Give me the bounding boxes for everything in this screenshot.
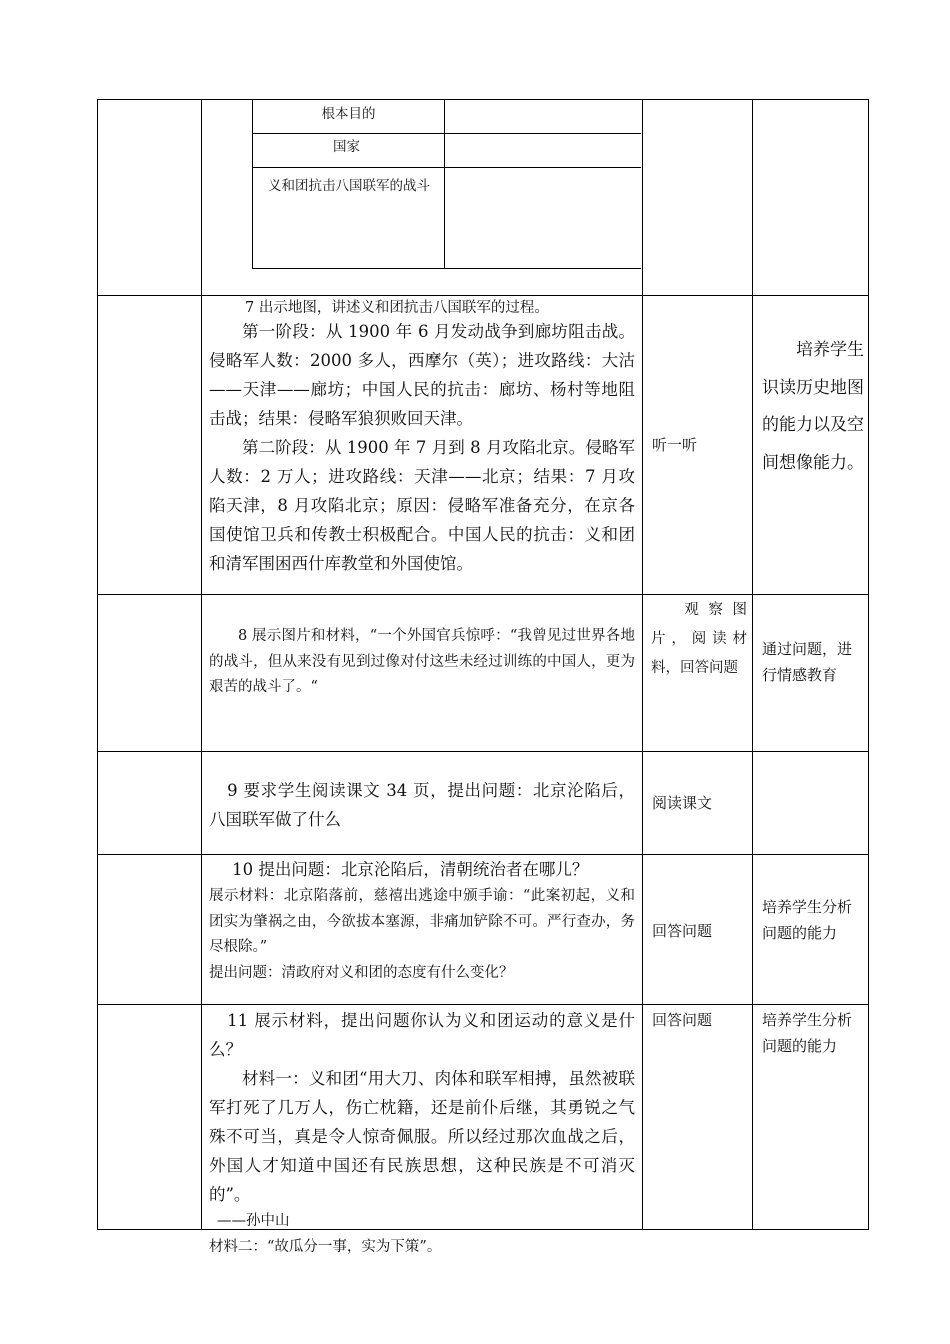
inner-row-divider [252,167,641,168]
teacher-activity-9: 9 要求学生阅读课文 34 页，提出问题：北京沦陷后，八国联军做了什么 [209,781,635,829]
design-intent-8: 通过问题，进行情感教育 [762,640,853,684]
edict-material: 展示材料：北京陷落前，慈禧出逃途中颁手谕：“此案初起，义和团实为肇祸之由，今欲拔本塞源，非痛加铲除不可。严行查办，务尽根除。” [209,888,635,955]
column-divider [752,99,753,1230]
student-activity-9: 阅读课文 [652,794,713,812]
row-divider [97,594,869,595]
row-divider [97,1004,869,1005]
inner-table-bottom [252,268,641,269]
row-divider [97,751,869,752]
quote-attribution: ——孙中山 [217,1213,290,1229]
inner-label-country: 国家 [333,139,360,155]
column-divider [642,99,643,1230]
inner-column-divider [444,99,445,269]
material-one: 材料一：义和团“用大刀、肉体和联军相搏，虽然被联军打死了几万人，伤亡枕籍，还是前仆后继，其勇锐之气殊不可当，真是令人惊奇佩服。所以经过那次血战之后，外国人才知道中国还有民族思想，这种民族是不可消灭的”。 [209,1069,635,1204]
teacher-activity-7-body [209,317,635,578]
table-border-left [97,99,98,1230]
design-intent-7: 培养学生识读历史地图的能力以及空间想像能力。 [762,340,864,473]
step-heading: 7 出示地图，讲述义和团抗击八国联军的过程。 [245,300,549,316]
question-heading: 10 提出问题：北京沦陷后，清朝统治者在哪儿？ [232,860,589,879]
student-activity-7: 听一听 [652,436,698,454]
student-activity-10: 回答问题 [652,922,713,940]
material-quote: 8 展示图片和材料，“一个外国官兵惊呼：“我曾见过世界各地的战斗，但从来没有见到过像对付这些未经过训练的中国人，更为艰苦的战斗了。“ [209,628,635,695]
student-activity-8: 观察图片，阅读材料，回答问题 [651,602,747,676]
teacher-activity-8 [209,624,635,701]
inner-label-battle: 义和团抗击八国联军的战斗 [268,178,430,194]
design-intent-10: 培养学生分析问题的能力 [762,898,853,942]
design-intent-11: 培养学生分析问题的能力 [762,1011,853,1055]
column-divider [201,99,202,1230]
table-border-top [97,99,869,100]
table-border-right [868,99,869,1230]
material-two: 材料二：“故瓜分一事，实为下策”。 [209,1238,442,1255]
stage-two-text: 第二阶段：从 1900 年 7 月到 8 月攻陷北京。侵略军人数：2 万人；进攻路线：天津——北京；结果：7 月攻陷天津，8 月攻陷北京；原因：侵略军准备充分，在京各国使馆卫兵和传教士积极配合。中国人民的抗击：义和团和清军围困西什库教堂和外国使馆。 [209,438,635,573]
inner-label-purpose: 根本目的 [321,106,376,122]
follow-up-question: 提出问题：清政府对义和团的态度有什么变化？ [209,964,514,981]
teacher-activity-11 [209,1006,635,1260]
teacher-activity-10 [209,855,635,986]
inner-row-divider [252,133,641,134]
question-heading: 11 展示材料，提出问题你认为义和团运动的意义是什么？ [209,1011,635,1059]
student-activity-11: 回答问题 [652,1011,713,1029]
stage-one-text: 第一阶段：从 1900 年 6 月发动战争到廊坊阻击战。侵略军人数：2000 多人，西摩尔（英）；进攻路线：大沽——天津——廊坊；中国人民的抗击：廊坊、杨村等地阻击战；结果：侵略军狼狈败回天津。 [209,322,635,428]
